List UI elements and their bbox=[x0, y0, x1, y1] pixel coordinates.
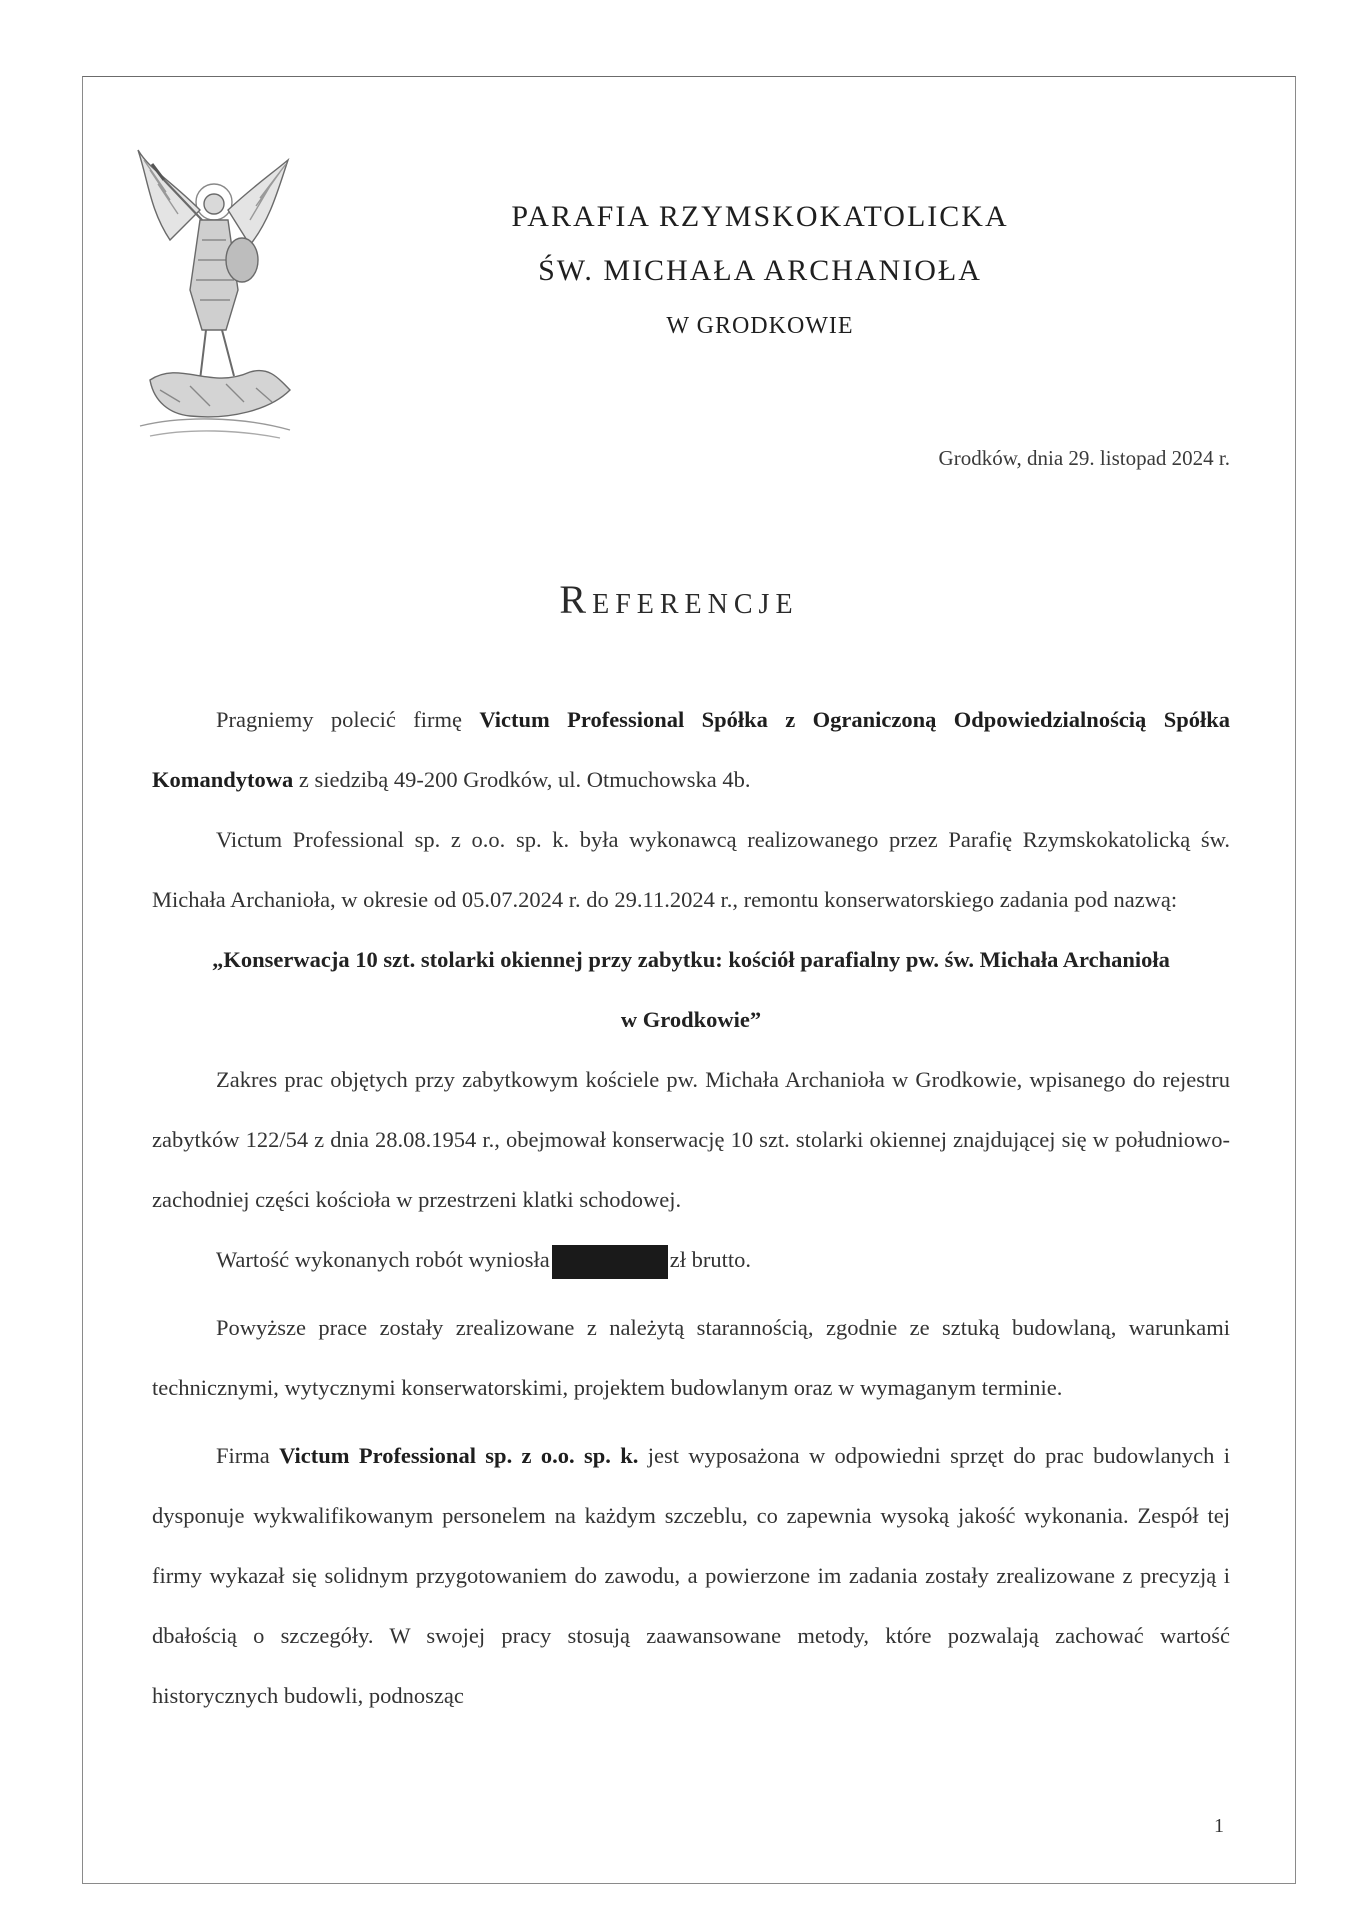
paragraph-4: Wartość wykonanych robót wyniosła zł brutto. bbox=[152, 1230, 1230, 1290]
saint-michael-emblem-icon bbox=[130, 140, 298, 440]
paragraph-1: Pragniemy polecić firmę Victum Professional Spółka z Ograniczoną Odpowiedzialnością Spółka Komandytowa z siedzibą 49-200 Grodków, ul. Otmuchowska 4b. bbox=[152, 707, 1230, 792]
redacted-amount bbox=[552, 1245, 668, 1279]
paragraph-6: Firma Victum Professional sp. z o.o. sp. k. jest wyposażona w odpowiedni sprzęt do prac budowlanych i dysponuje wykwalifikowanym personelem na każdym szczeblu, co zapewnia wysoką jakość wykonania. Zespół tej firmy wykazał się solidnym przygotowaniem do zawodu, a powierzone im zadania zostały zrealizowane z precyzją i dbałością o szczegóły. W swojej pracy stosują zaawansowane metody, które pozwalają zachować wartość historycznych budowli, podnosząc bbox=[152, 1443, 1230, 1708]
paragraph-3: Zakres prac objętych przy zabytkowym kościele pw. Michała Archanioła w Grodkowie, wpisanego do rejestru zabytków 122/54 z dnia 28.08.1954 r., obejmował konserwację 10 szt. stolarki okiennej znajdującej się w południowo-zachodniej części kościoła w przestrzeni klatki schodowej. bbox=[152, 1067, 1230, 1212]
project-name-line-2: w Grodkowie” bbox=[620, 1007, 762, 1032]
paragraph-2: Victum Professional sp. z o.o. sp. k. była wykonawcą realizowanego przez Parafię Rzymskokatolicką św. Michała Archanioła, w okresie od 05.07.2024 r. do 29.11.2024 r., remontu konserwatorskiego zadania pod nazwą: bbox=[152, 827, 1230, 912]
document-date: Grodków, dnia 29. listopad 2024 r. bbox=[938, 446, 1230, 470]
header-line-1: PARAFIA RZYMSKOKATOLICKA bbox=[511, 200, 1009, 233]
header-line-2: ŚW. MICHAŁA ARCHANIOŁA bbox=[538, 254, 982, 287]
project-name-line-1: „Konserwacja 10 szt. stolarki okiennej przy zabytku: kościół parafialny pw. św. Michała Archanioła bbox=[212, 947, 1170, 972]
parish-header bbox=[400, 190, 1120, 354]
page-number: 1 bbox=[1214, 1815, 1224, 1837]
company-name: Victum Professional Spółka z Ograniczoną Odpowiedzialnością Spółka Komandytowa bbox=[152, 707, 1230, 792]
document-body bbox=[152, 690, 1230, 1726]
company-name-short: Victum Professional sp. z o.o. sp. k. bbox=[279, 1443, 639, 1468]
header-line-3: W GRODKOWIE bbox=[666, 313, 854, 339]
paragraph-5: Powyższe prace zostały zrealizowane z należytą starannością, zgodnie ze sztuką budowlaną, warunkami technicznymi, wytycznymi konserwatorskimi, projektem budowlanym oraz w wymaganym terminie. bbox=[152, 1315, 1230, 1400]
document-title: Referencje bbox=[559, 577, 799, 622]
